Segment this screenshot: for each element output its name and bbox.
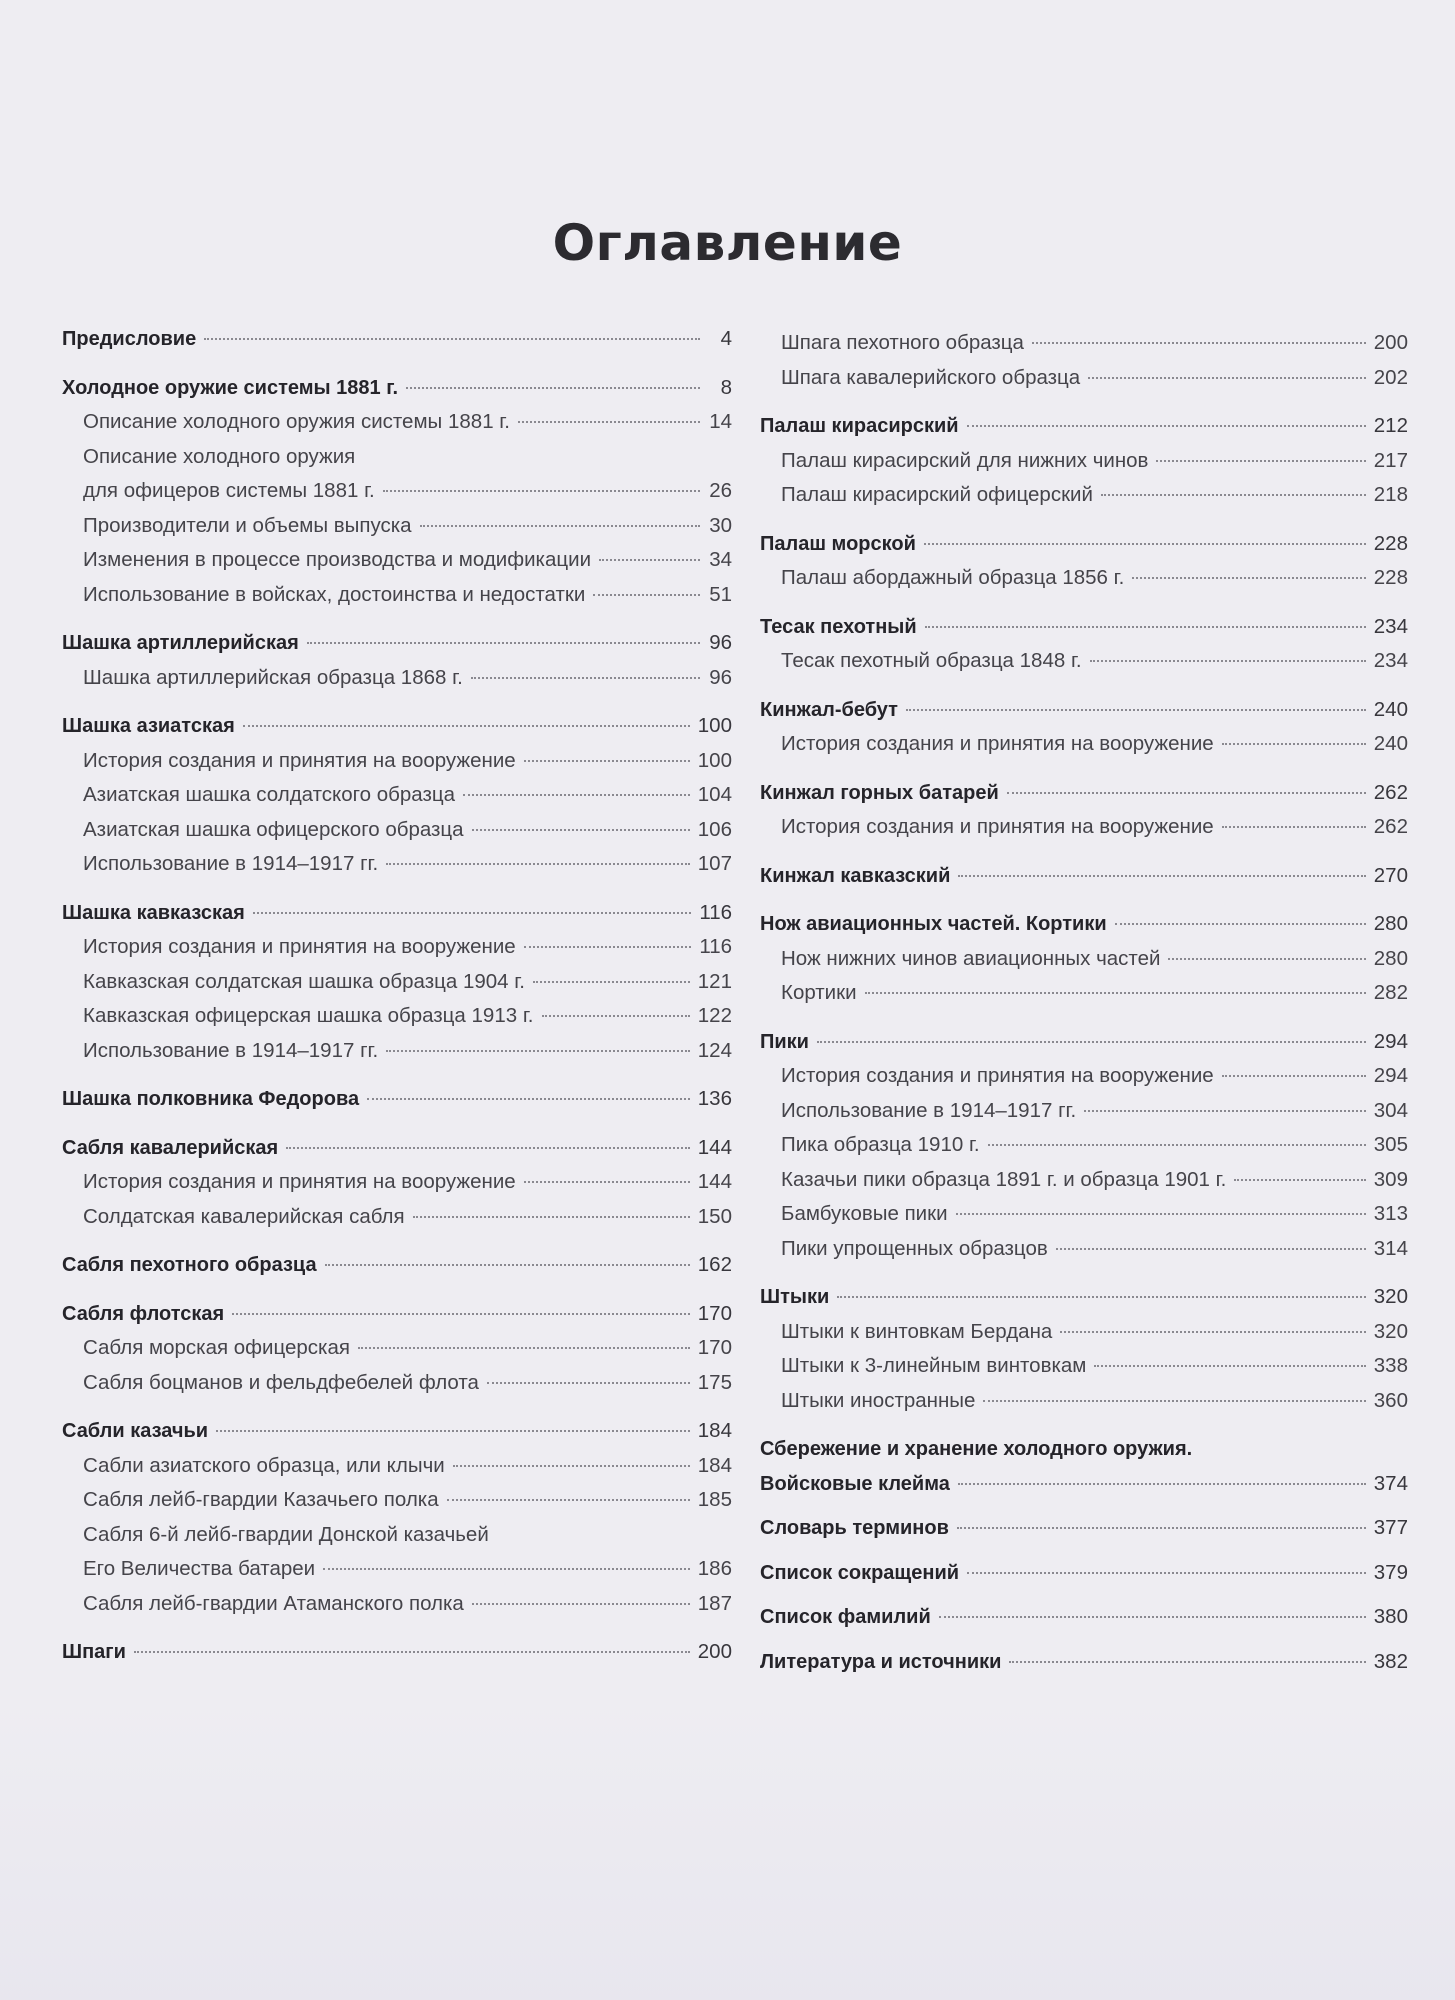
section-spacer [62, 1621, 732, 1635]
toc-entry-title: Пики упрощенных образцов [781, 1236, 1048, 1260]
dot-leader [1156, 460, 1365, 462]
section-spacer [760, 1501, 1408, 1511]
toc-subsection-entry[interactable] [62, 1034, 732, 1069]
toc-subsection-entry[interactable] [760, 810, 1408, 845]
toc-entry-title: Палаш кирасирский [760, 415, 959, 437]
toc-entry-title: Сабли азиатского образца, или клычи [83, 1453, 445, 1477]
section-spacer [760, 1011, 1408, 1025]
dot-leader [453, 1465, 690, 1467]
toc-page-number: 122 [697, 1004, 732, 1027]
dot-leader [958, 1483, 1366, 1485]
toc-entry-title: Сбережение и хранение холодного оружия. [760, 1438, 1193, 1460]
toc-entry-title: Шпаги [62, 1641, 126, 1663]
section-spacer [62, 1283, 732, 1297]
toc-entry-title: Предисловие [62, 328, 197, 350]
dot-leader [383, 490, 700, 492]
toc-subsection-entry[interactable] [62, 543, 732, 578]
dot-leader [988, 1144, 1366, 1146]
toc-entry-title: Описание холодного оружия системы 1881 г. [83, 410, 510, 433]
toc-page-number: 202 [1373, 365, 1408, 389]
toc-section-entry[interactable] [760, 610, 1408, 645]
toc-entry-title: Бамбуковые пики [781, 1202, 948, 1225]
section-spacer [760, 1546, 1408, 1556]
toc-section-entry[interactable] [760, 1432, 1408, 1467]
toc-subsection-entry[interactable] [760, 1163, 1408, 1198]
toc-subsection-entry[interactable] [62, 1552, 732, 1587]
toc-right-column [760, 326, 1408, 1679]
toc-page-number: 162 [697, 1253, 732, 1276]
toc-section-entry[interactable] [760, 859, 1408, 894]
dot-leader [865, 992, 1366, 994]
toc-entry-title: Список сокращений [760, 1561, 960, 1584]
dot-leader [358, 1347, 690, 1349]
section-spacer [760, 679, 1408, 693]
toc-page-number: 185 [697, 1488, 732, 1511]
toc-subsection-entry[interactable] [62, 1366, 732, 1401]
toc-section-entry[interactable] [62, 1248, 732, 1283]
toc-subsection-entry[interactable] [760, 644, 1408, 679]
toc-page-number: 320 [1373, 1285, 1408, 1308]
dot-leader [243, 725, 690, 727]
toc-entry-title: Штыки [760, 1286, 830, 1308]
section-spacer [760, 1418, 1408, 1432]
section-spacer [760, 596, 1408, 610]
toc-page-number: 96 [709, 665, 732, 689]
dot-leader [1056, 1248, 1366, 1250]
toc-subsection-entry[interactable] [760, 1349, 1408, 1384]
toc-entry-title: История создания и принятия на вооружение [83, 1170, 516, 1193]
toc-page-number: 106 [697, 817, 732, 841]
toc-entry-title: Использование в 1914–1917 гг. [781, 1098, 1077, 1122]
toc-subsection-entry[interactable] [62, 1331, 732, 1366]
dot-leader [307, 642, 700, 644]
toc-page-number: 380 [1373, 1605, 1408, 1628]
toc-subsection-entry[interactable] [760, 1232, 1408, 1267]
dot-leader [323, 1568, 690, 1570]
dot-leader [599, 559, 700, 561]
toc-subsection-entry[interactable] [62, 578, 732, 613]
toc-section-entry[interactable] [760, 1556, 1408, 1591]
toc-section-entry[interactable] [760, 1025, 1408, 1060]
toc-page-number: 186 [697, 1557, 732, 1580]
toc-entry-title: Палаш абордажный образца 1856 г. [781, 566, 1125, 589]
toc-entry-title: Его Величества батареи [83, 1557, 316, 1580]
dot-leader [447, 1499, 690, 1501]
toc-entry-title: Шашка кавказская [62, 901, 245, 924]
toc-entry-title: Сабля флотская [62, 1302, 225, 1325]
toc-entry-title: Описание холодного оружия [83, 444, 356, 468]
toc-page-number: 304 [1373, 1098, 1408, 1122]
toc-page-number: 107 [697, 852, 732, 875]
dot-leader [967, 1572, 1366, 1574]
toc-subsection-entry[interactable] [760, 976, 1408, 1011]
toc-page-number: 234 [1373, 649, 1408, 672]
toc-section-entry[interactable] [62, 371, 732, 406]
section-spacer [760, 845, 1408, 859]
toc-entry-title: Литература и источники [760, 1650, 1002, 1673]
dot-leader [1084, 1110, 1366, 1112]
toc-page-number: 124 [697, 1038, 732, 1062]
dot-leader [837, 1296, 1366, 1298]
dot-leader [906, 709, 1366, 711]
toc-subsection-entry[interactable] [760, 361, 1408, 396]
toc-page-number: 175 [697, 1370, 732, 1394]
toc-entry-title: для офицеров системы 1881 г. [83, 479, 375, 502]
toc-page-number: 26 [709, 479, 732, 502]
toc-entry-title: Азиатская шашка офицерского образца [83, 817, 464, 841]
toc-section-entry[interactable] [760, 693, 1408, 728]
dot-leader [1168, 958, 1365, 960]
toc-section-entry[interactable] [62, 322, 732, 357]
toc-section-entry[interactable] [62, 1131, 732, 1166]
toc-entry-title: Штыки к винтовкам Бердана [781, 1319, 1053, 1343]
toc-page-number: 377 [1373, 1516, 1408, 1539]
toc-section-entry[interactable] [760, 1600, 1408, 1635]
toc-page-number: 382 [1373, 1649, 1408, 1673]
toc-page-number: 379 [1373, 1560, 1408, 1584]
toc-page-number: 14 [709, 410, 732, 433]
toc-entry-title: Сабля лейб-гвардии Казачьего полка [83, 1488, 439, 1511]
dot-leader [958, 875, 1365, 877]
dot-leader [420, 525, 700, 527]
toc-subsection-entry[interactable] [62, 1518, 732, 1553]
toc-subsection-entry[interactable] [62, 1165, 732, 1200]
dot-leader [1032, 342, 1366, 344]
toc-entry-title: Использование в 1914–1917 гг. [83, 1038, 379, 1062]
toc-section-entry[interactable] [760, 1645, 1408, 1680]
dot-leader [286, 1147, 690, 1149]
toc-entry-title: Сабля боцманов и фельдфебелей флота [83, 1370, 479, 1394]
toc-subsection-entry[interactable] [760, 727, 1408, 762]
toc-entry-title: Кавказская солдатская шашка образца 1904 г. [83, 969, 525, 993]
toc-page-number: 150 [697, 1204, 732, 1228]
toc-entry-title: Азиатская шашка солдатского образца [83, 783, 456, 806]
dot-leader [1009, 1661, 1365, 1663]
toc-page-number: 51 [709, 582, 732, 606]
toc-page-number: 262 [1373, 815, 1408, 838]
toc-page-number: 170 [697, 1336, 732, 1359]
toc-page-number: 217 [1373, 448, 1408, 472]
toc-subsection-entry[interactable] [62, 1449, 732, 1484]
dot-leader [463, 794, 690, 796]
toc-page-number: 96 [709, 631, 732, 654]
toc-entry-title: Сабли казачьи [62, 1420, 209, 1442]
section-spacer [62, 357, 732, 371]
dot-leader [386, 863, 690, 865]
page-shadow [0, 1700, 1455, 2000]
dot-leader [957, 1527, 1366, 1529]
toc-section-entry[interactable] [760, 527, 1408, 562]
toc-subsection-entry[interactable] [62, 965, 732, 1000]
toc-page-number: 4 [720, 327, 732, 350]
toc-page-number: 116 [699, 935, 732, 958]
dot-leader [956, 1213, 1366, 1215]
toc-entry-title: Сабля морская офицерская [83, 1336, 350, 1359]
toc-entry-title: История создания и принятия на вооружение [781, 732, 1214, 755]
dot-leader [924, 543, 1366, 545]
toc-entry-title: История создания и принятия на вооружение [781, 815, 1214, 838]
section-spacer [62, 1117, 732, 1131]
toc-entry-title: Кинжал горных батарей [760, 781, 999, 804]
dot-leader [134, 1651, 690, 1653]
section-spacer [760, 762, 1408, 776]
toc-page-number: 136 [697, 1087, 732, 1110]
toc-page-number: 184 [697, 1453, 732, 1477]
toc-page-number: 305 [1373, 1133, 1408, 1156]
dot-leader [406, 387, 700, 389]
dot-leader [533, 981, 690, 983]
dot-leader [983, 1400, 1365, 1402]
toc-page-number: 234 [1373, 614, 1408, 638]
toc-page-number: 320 [1373, 1319, 1408, 1343]
toc-entry-title: Производители и объемы выпуска [83, 513, 412, 537]
dot-leader [1222, 826, 1366, 828]
toc-subsection-entry[interactable] [760, 561, 1408, 596]
toc-entry-title: История создания и принятия на вооружение [83, 748, 516, 772]
toc-entry-title: Холодное оружие системы 1881 г. [62, 376, 399, 399]
toc-entry-title: История создания и принятия на вооружение [83, 935, 516, 958]
dot-leader [1234, 1179, 1365, 1181]
toc-subsection-entry[interactable] [62, 661, 732, 696]
dot-leader [1094, 1365, 1365, 1367]
dot-leader [1115, 923, 1366, 925]
dot-leader [518, 421, 700, 423]
toc-entry-title: Войсковые клейма [760, 1472, 950, 1495]
dot-leader [967, 425, 1366, 427]
toc-page-number: 240 [1373, 732, 1408, 755]
toc-entry-title: Кинжал-бебут [760, 698, 898, 721]
toc-section-entry[interactable] [62, 1297, 732, 1332]
toc-entry-title: Сабля 6-й лейб-гвардии Донской казачьей [83, 1522, 489, 1546]
dot-leader [487, 1382, 690, 1384]
toc-subsection-entry[interactable] [62, 440, 732, 475]
toc-entry-title: История создания и принятия на вооружение [781, 1064, 1214, 1087]
dot-leader [925, 626, 1366, 628]
dot-leader [1222, 743, 1366, 745]
toc-subsection-entry[interactable] [62, 1587, 732, 1622]
toc-subsection-entry[interactable] [62, 509, 732, 544]
toc-entry-title: Шашка азиатская [62, 715, 235, 737]
toc-entry-title: Словарь терминов [760, 1517, 949, 1539]
toc-page-number: 262 [1373, 780, 1408, 804]
toc-section-entry[interactable] [760, 1511, 1408, 1546]
toc-entry-title: Шпага кавалерийского образца [781, 365, 1081, 389]
toc-section-entry[interactable] [760, 1280, 1408, 1315]
toc-page-number: 100 [697, 748, 732, 772]
toc-subsection-entry[interactable] [62, 474, 732, 509]
section-spacer [760, 513, 1408, 527]
toc-entry-title: Тесак пехотный образца 1848 г. [781, 649, 1082, 672]
toc-page-number: 144 [697, 1170, 732, 1193]
section-spacer [62, 882, 732, 896]
dot-leader [524, 1181, 690, 1183]
toc-page-number: 200 [697, 1640, 732, 1663]
dot-leader [472, 829, 690, 831]
dot-leader [524, 760, 690, 762]
toc-entry-title: Шашка полковника Федорова [62, 1088, 360, 1110]
toc-entry-title: Сабля лейб-гвардии Атаманского полка [83, 1591, 464, 1615]
toc-section-entry[interactable] [760, 1467, 1408, 1502]
dot-leader [1101, 494, 1366, 496]
toc-page-number: 280 [1373, 946, 1408, 970]
section-spacer [62, 612, 732, 626]
section-spacer [760, 1635, 1408, 1645]
page-title: Оглавление [552, 214, 903, 272]
section-spacer [760, 1590, 1408, 1600]
toc-subsection-entry[interactable] [62, 813, 732, 848]
toc-entry-title: Казачьи пики образца 1891 г. и образца 1901 г. [781, 1167, 1227, 1191]
dot-leader [204, 338, 700, 340]
dot-leader [524, 946, 692, 948]
toc-entry-title: Солдатская кавалерийская сабля [83, 1204, 405, 1228]
dot-leader [817, 1041, 1366, 1043]
toc-entry-title: Палаш кирасирский офицерский [781, 483, 1093, 506]
dot-leader [1060, 1331, 1365, 1333]
toc-page-number: 374 [1373, 1471, 1408, 1495]
dot-leader [1007, 792, 1366, 794]
dot-leader [1088, 377, 1366, 379]
toc-section-entry[interactable] [760, 776, 1408, 811]
toc-entry-title: Сабля кавалерийская [62, 1136, 279, 1159]
toc-section-entry[interactable] [62, 1414, 732, 1449]
toc-subsection-entry[interactable] [62, 744, 732, 779]
toc-page-number: 313 [1373, 1202, 1408, 1225]
toc-subsection-entry[interactable] [760, 1128, 1408, 1163]
toc-page-number: 34 [709, 548, 732, 571]
section-spacer [62, 1400, 732, 1414]
toc-entry-title: Кортики [781, 981, 857, 1004]
toc-entry-title: Нож нижних чинов авиационных частей [781, 946, 1161, 970]
toc-page-number: 104 [697, 783, 732, 806]
toc-subsection-entry[interactable] [62, 1200, 732, 1235]
dot-leader [1090, 660, 1366, 662]
section-spacer [62, 1068, 732, 1082]
toc-entry-title: Шпага пехотного образца [781, 331, 1024, 354]
toc-subsection-entry[interactable] [760, 444, 1408, 479]
toc-entry-title: Использование в 1914–1917 гг. [83, 852, 379, 875]
dot-leader [542, 1015, 690, 1017]
toc-subsection-entry[interactable] [760, 326, 1408, 361]
toc-page-number: 360 [1373, 1388, 1408, 1412]
toc-page-number: 314 [1373, 1236, 1408, 1260]
dot-leader [367, 1098, 690, 1100]
toc-subsection-entry[interactable] [760, 478, 1408, 513]
toc-subsection-entry[interactable] [62, 1483, 732, 1518]
toc-entry-title: Нож авиационных частей. Кортики [760, 913, 1107, 935]
section-spacer [760, 395, 1408, 409]
section-spacer [760, 1266, 1408, 1280]
toc-entry-title: Кавказская офицерская шашка образца 1913 г. [83, 1004, 534, 1027]
toc-page-number: 270 [1373, 863, 1408, 887]
toc-subsection-entry[interactable] [760, 1384, 1408, 1419]
toc-page-number: 228 [1373, 566, 1408, 589]
dot-leader [413, 1216, 690, 1218]
toc-entry-title: Шашка артиллерийская [62, 632, 299, 654]
toc-subsection-entry[interactable] [62, 930, 732, 965]
toc-section-entry[interactable] [760, 409, 1408, 444]
dot-leader [593, 594, 700, 596]
dot-leader [471, 677, 700, 679]
toc-section-entry[interactable] [62, 1635, 732, 1670]
toc-subsection-entry[interactable] [760, 1094, 1408, 1129]
dot-leader [1222, 1075, 1366, 1077]
section-spacer [62, 695, 732, 709]
toc-page-number: 116 [699, 900, 732, 924]
toc-page-number: 240 [1373, 697, 1408, 721]
toc-page-number: 338 [1373, 1354, 1408, 1377]
toc-page-number: 170 [697, 1301, 732, 1325]
toc-page-number: 144 [697, 1135, 732, 1159]
toc-section-entry[interactable] [62, 709, 732, 744]
toc-page-number: 309 [1373, 1167, 1408, 1191]
toc-subsection-entry[interactable] [62, 847, 732, 882]
dot-leader [232, 1313, 690, 1315]
toc-page-number: 212 [1373, 414, 1408, 437]
toc-entry-title: Кинжал кавказский [760, 864, 951, 887]
section-spacer [62, 1234, 732, 1248]
toc-section-entry[interactable] [62, 1082, 732, 1117]
toc-entry-title: Штыки иностранные [781, 1388, 976, 1412]
dot-leader [472, 1603, 690, 1605]
toc-entry-title: Пики [760, 1030, 809, 1053]
toc-page-number: 8 [720, 375, 732, 399]
toc-entry-title: Использование в войсках, достоинства и недостатки [83, 582, 586, 606]
toc-subsection-entry[interactable] [760, 1315, 1408, 1350]
toc-entry-title: Шашка артиллерийская образца 1868 г. [83, 665, 463, 689]
toc-page-number: 294 [1373, 1064, 1408, 1087]
toc-page-number: 184 [697, 1419, 732, 1442]
toc-entry-title: Палаш морской [760, 532, 916, 555]
toc-page-number: 30 [709, 513, 732, 537]
toc-page-number: 280 [1373, 912, 1408, 935]
toc-entry-title: Палаш кирасирский для нижних чинов [781, 448, 1149, 472]
toc-page-number: 282 [1373, 981, 1408, 1004]
toc-page-number: 121 [697, 969, 732, 993]
dot-leader [1132, 577, 1365, 579]
dot-leader [939, 1616, 1366, 1618]
dot-leader [386, 1050, 690, 1052]
toc-entry-title: Штыки к 3-линейным винтовкам [781, 1354, 1087, 1377]
toc-subsection-entry[interactable] [760, 1059, 1408, 1094]
toc-subsection-entry[interactable] [760, 942, 1408, 977]
toc-page-number: 218 [1373, 483, 1408, 506]
toc-entry-title: Пика образца 1910 г. [781, 1133, 980, 1156]
toc-entry-title: Тесак пехотный [760, 615, 917, 638]
toc-section-entry[interactable] [62, 626, 732, 661]
toc-entry-title: Список фамилий [760, 1606, 931, 1628]
toc-subsection-entry[interactable] [62, 778, 732, 813]
toc-left-column [62, 322, 732, 1670]
toc-entry-title: Изменения в процессе производства и модификации [83, 548, 592, 571]
section-spacer [760, 893, 1408, 907]
toc-page-number: 187 [697, 1591, 732, 1615]
toc-subsection-entry[interactable] [62, 405, 732, 440]
toc-page-number: 100 [697, 714, 732, 737]
toc-section-entry[interactable] [760, 907, 1408, 942]
dot-leader [325, 1264, 690, 1266]
toc-page-number: 294 [1373, 1029, 1408, 1053]
toc-page-number: 200 [1373, 331, 1408, 354]
toc-subsection-entry[interactable] [62, 999, 732, 1034]
toc-subsection-entry[interactable] [760, 1197, 1408, 1232]
toc-page-number: 228 [1373, 531, 1408, 555]
dot-leader [253, 912, 692, 914]
toc-entry-title: Сабля пехотного образца [62, 1254, 317, 1276]
dot-leader [216, 1430, 690, 1432]
toc-section-entry[interactable] [62, 896, 732, 931]
